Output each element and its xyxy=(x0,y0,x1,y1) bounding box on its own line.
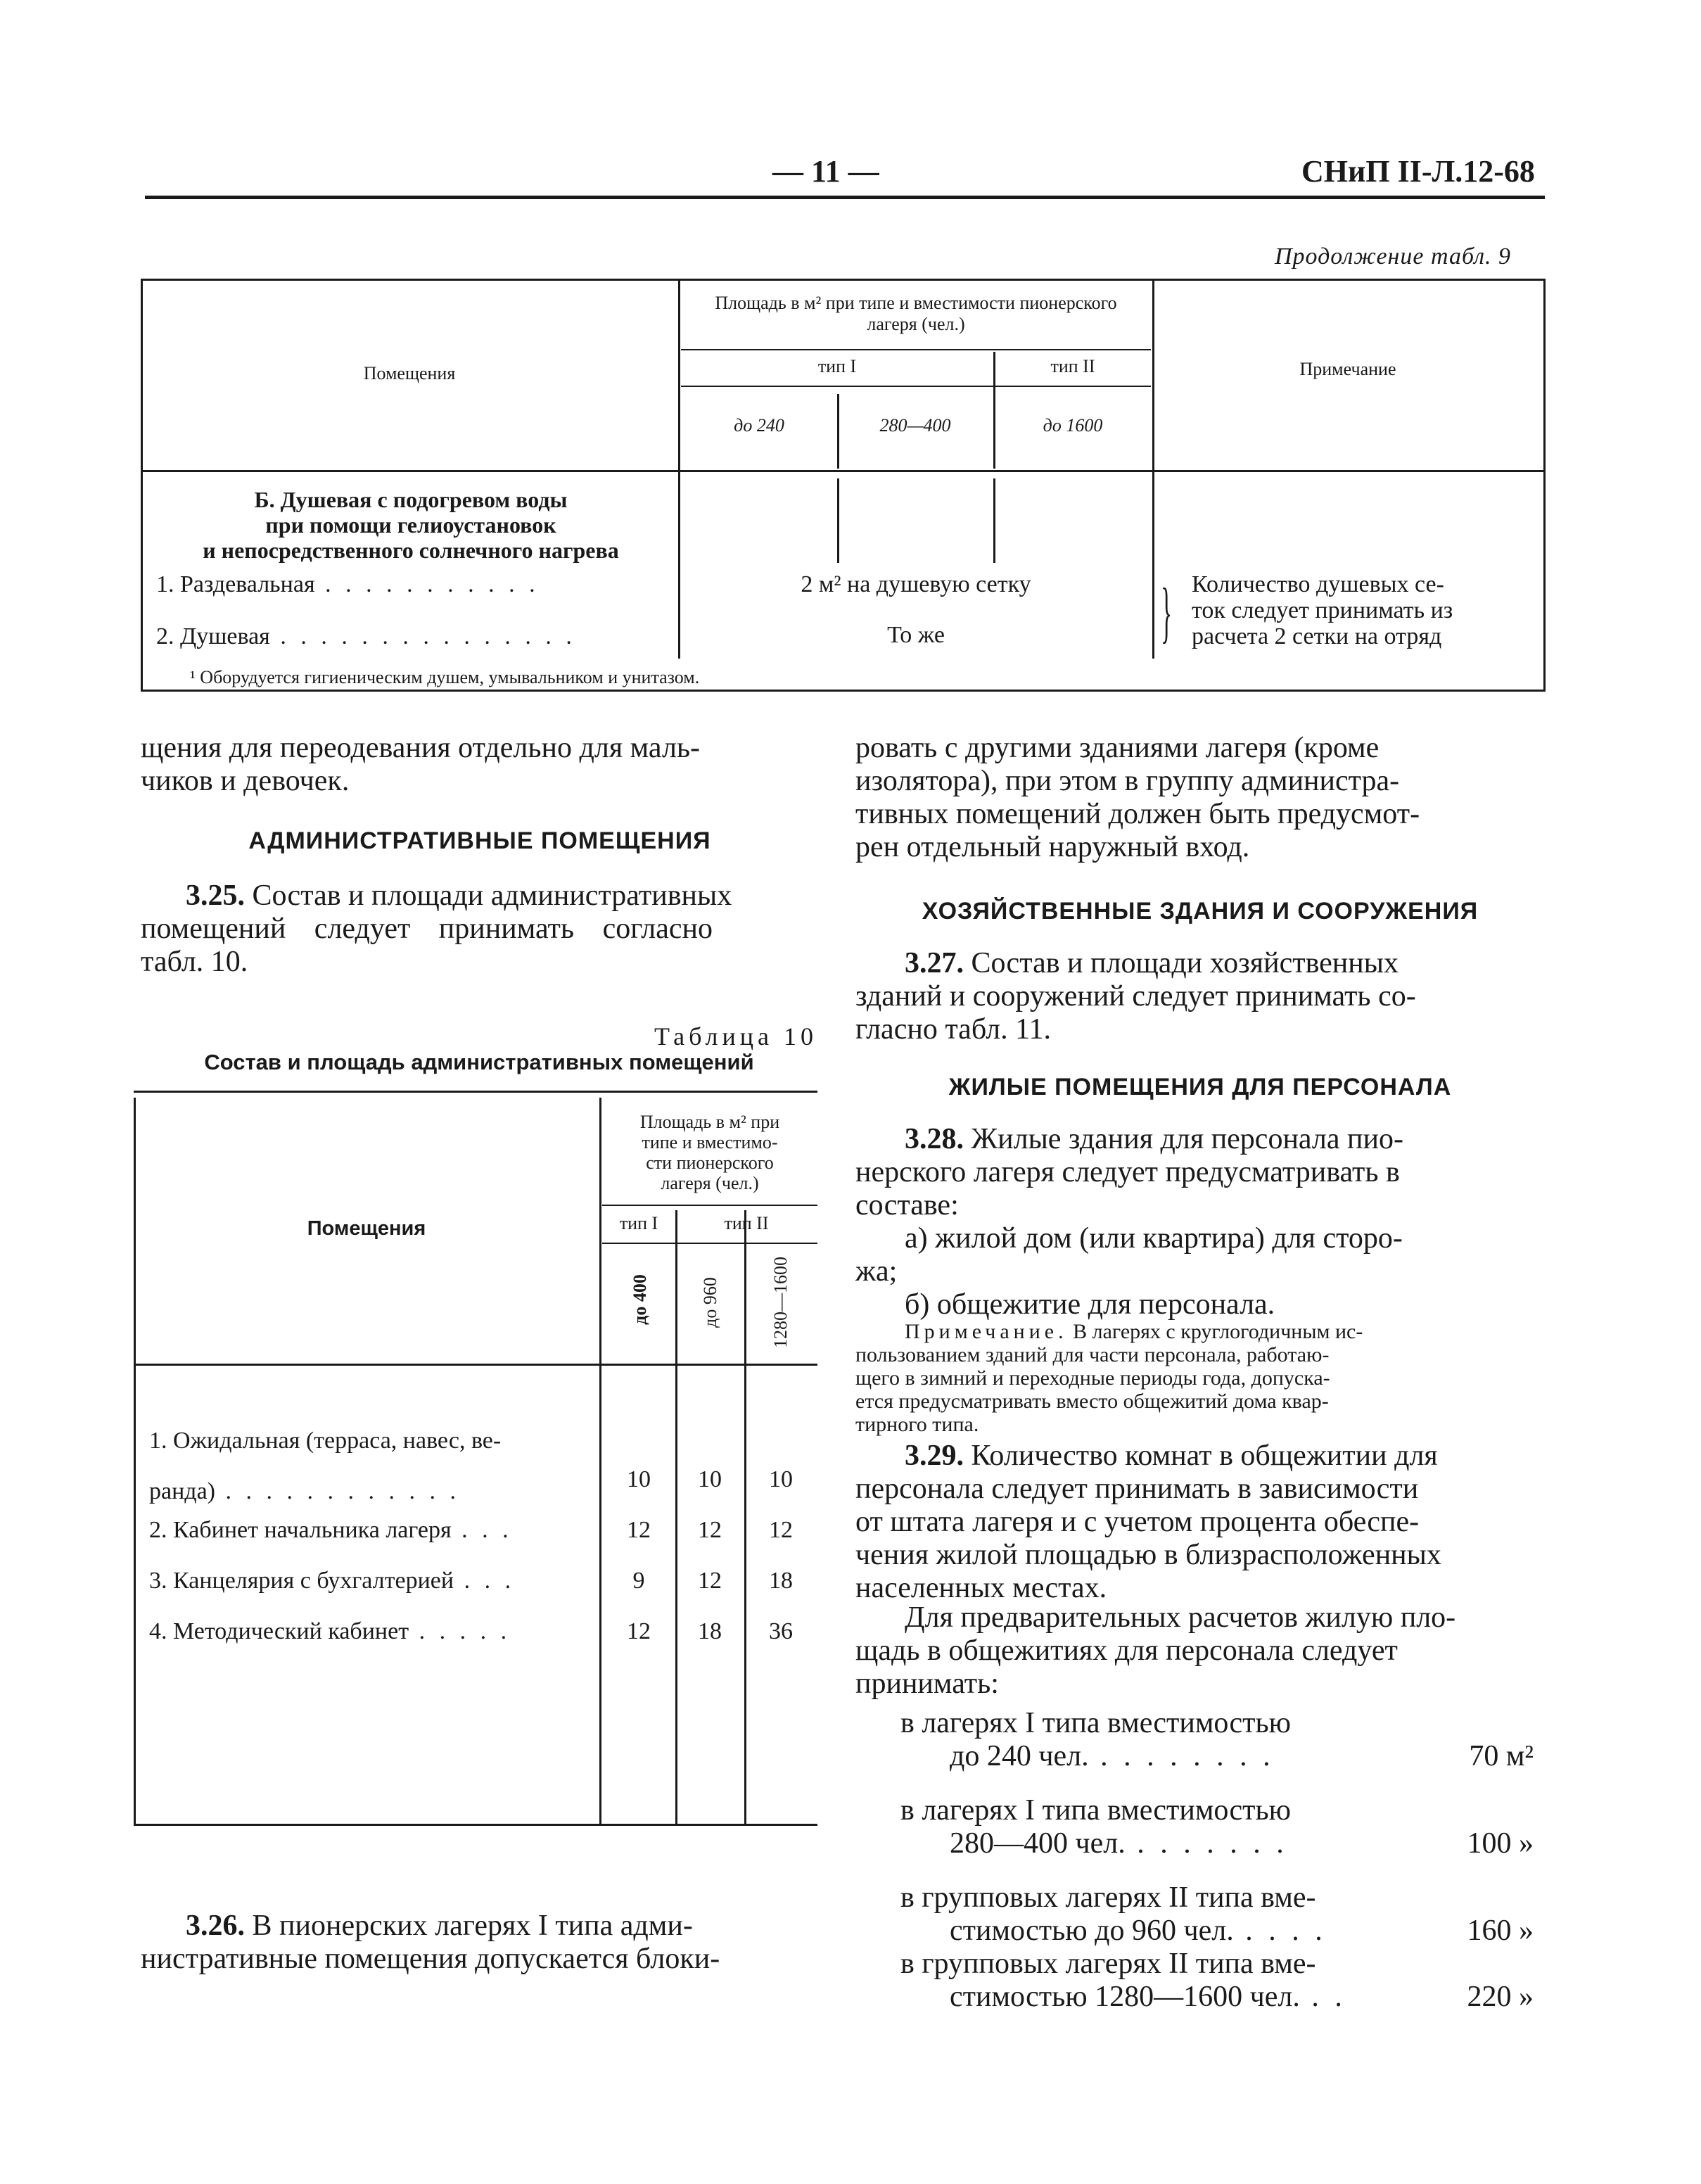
paragraph-3-26: 3.26. В пионерских лагерях I типа адми- нистративные помещения допускается блоки- xyxy=(141,1910,720,1975)
table9-brace: } xyxy=(1161,574,1173,649)
table10-row4-label: 4. Методический кабинет . . . . . xyxy=(149,1618,511,1644)
table9-note: Количество душевых се- ток следует принимать из расчета 2 сетки на отряд xyxy=(1192,571,1453,649)
table10-r1-v2: 10 xyxy=(698,1466,722,1492)
list-item: в лагерях I типа вместимостью до 240 чел. . . . . . . . . 70 м² xyxy=(900,1707,1534,1772)
table9-cap3: до 1600 xyxy=(1043,415,1103,436)
paragraph-3-27: 3.27. Состав и площади хозяйственных зданий и сооружений следует принимать со- гласно табл. 11. xyxy=(855,947,1416,1046)
table9-col-area: Площадь в м² при типе и вместимости пионерского лагеря (чел.) xyxy=(715,293,1117,334)
table9-row1-label: 1. Раздевальная . . . . . . . . . . . xyxy=(156,571,540,597)
paragraph-3-29: 3.29. Количество комнат в общежитии для персонала следует принимать в зависимости от штата лагеря и с учетом процента обеспе- чения жилой площадью в близрасположенных населенных местах. xyxy=(855,1440,1441,1604)
heading-household: ХОЗЯЙСТВЕННЫЕ ЗДАНИЯ И СООРУЖЕНИЯ xyxy=(922,898,1479,925)
right-paragraph-cont: ровать с другими зданиями лагеря (кроме изолятора), при этом в группу администра- тивных помещений должен быть предусмот- рен отдельный наружный вход. xyxy=(855,732,1420,863)
table9-row1-value: 2 м² на душевую сетку xyxy=(801,571,1031,597)
document-code: СНиП II-Л.12-68 xyxy=(1301,154,1535,189)
table9-cap1: до 240 xyxy=(734,415,784,436)
area-list xyxy=(900,1707,1534,2014)
table9-continuation: Продолжение табл. 9 xyxy=(1275,243,1512,269)
list-item: в лагерях I типа вместимостью 280—400 чел. . . . . . . . 100 » xyxy=(900,1794,1534,1860)
table10-row1-label: 1. Ожидальная (терраса, навес, ве- ранда) . . . . . . . . . . . . xyxy=(149,1428,502,1504)
table10-type2: тип II xyxy=(724,1213,769,1233)
table9-type2: тип II xyxy=(1050,356,1095,376)
header-rule xyxy=(145,196,1545,199)
table10-r4-v2: 18 xyxy=(698,1618,722,1644)
paragraph-3-28: 3.28. Жилые здания для персонала пио- нерского лагеря следует предусматривать в составе: а) жилой дом (или квартира) для сторо- жа; б) общежитие для персонала. xyxy=(855,1123,1403,1321)
table9-col-note: Примечание xyxy=(1299,359,1396,379)
table10-r4-v1: 12 xyxy=(627,1618,651,1644)
table10-r3-v3: 18 xyxy=(769,1568,793,1594)
heading-admin: АДМИНИСТРАТИВНЫЕ ПОМЕЩЕНИЯ xyxy=(248,827,711,854)
table10-col-rooms: Помещения xyxy=(307,1217,426,1240)
table9-row2-value: То же xyxy=(887,622,945,648)
table10-r3-v1: 9 xyxy=(632,1568,645,1594)
list-item: в групповых лагерях II типа вме- стимостью 1280—1600 чел. . . 220 » xyxy=(900,1948,1534,2013)
table10-type1: тип I xyxy=(619,1213,658,1233)
table9-footnote: ¹ Оборудуется гигиеническим душем, умывальником и унитазом. xyxy=(190,667,700,687)
table10-cap1: до 400 xyxy=(630,1274,650,1325)
paragraph-3-25: 3.25. Состав и площади административных помещений следует принимать согласно табл. 10. xyxy=(141,880,732,978)
table10-r1-v3: 10 xyxy=(769,1466,793,1492)
table10-title: Состав и площадь административных помещений xyxy=(204,1050,754,1074)
table10-row3-label: 3. Канцелярия с бухгалтерией . . . xyxy=(149,1568,516,1594)
table9-col-rooms: Помещения xyxy=(363,363,456,383)
table10-r2-v2: 12 xyxy=(698,1517,722,1543)
table9-cap2: 280—400 xyxy=(879,415,951,436)
table10-col-area: Площадь в м² при типе и вместимо- сти пионерского лагеря (чел.) xyxy=(639,1112,780,1193)
table10-r1-v1: 10 xyxy=(627,1466,651,1492)
table10-r4-v3: 36 xyxy=(769,1618,793,1644)
paragraph-preliminary: Для предварительных расчетов жилую пло- щадь в общежитиях для персонала следует принимать: xyxy=(855,1601,1456,1700)
table10-row2-label: 2. Кабинет начальника лагеря . . . xyxy=(149,1517,513,1543)
table10-cap3: 1280—1600 xyxy=(770,1257,791,1348)
left-paragraph-cont: щения для переодевания отдельно для маль- чиков и девочек. xyxy=(141,732,701,797)
list-item: в групповых лагерях II типа вме- стимостью до 960 чел. . . . . 160 » xyxy=(900,1881,1534,1947)
page-number: — 11 — xyxy=(772,154,879,189)
table10-label: Таблица 10 xyxy=(654,1022,817,1050)
table9-row2-label: 2. Душевая . . . . . . . . . . . . . . . xyxy=(156,623,576,649)
table10-r2-v3: 12 xyxy=(769,1517,793,1543)
table10-r3-v2: 12 xyxy=(698,1568,722,1594)
note-3-28: Примечание. В лагерях с круглогодичным ис- пользованием зданий для части персонала, работаю- щего в зимний и переходные периоды года, допуска- ется предусматривать вместо общежитий дома квар- тирного типа. xyxy=(855,1320,1363,1436)
table9-section-title: Б. Душевая с подогревом воды при помощи гелиоустановок и непосредственного солнечного нагрева xyxy=(203,487,619,563)
table9-type1: тип I xyxy=(817,356,857,376)
heading-staff-housing: ЖИЛЫЕ ПОМЕЩЕНИЯ ДЛЯ ПЕРСОНАЛА xyxy=(948,1074,1452,1100)
table10-r2-v1: 12 xyxy=(627,1517,651,1543)
table10-cap2: до 960 xyxy=(700,1277,720,1328)
